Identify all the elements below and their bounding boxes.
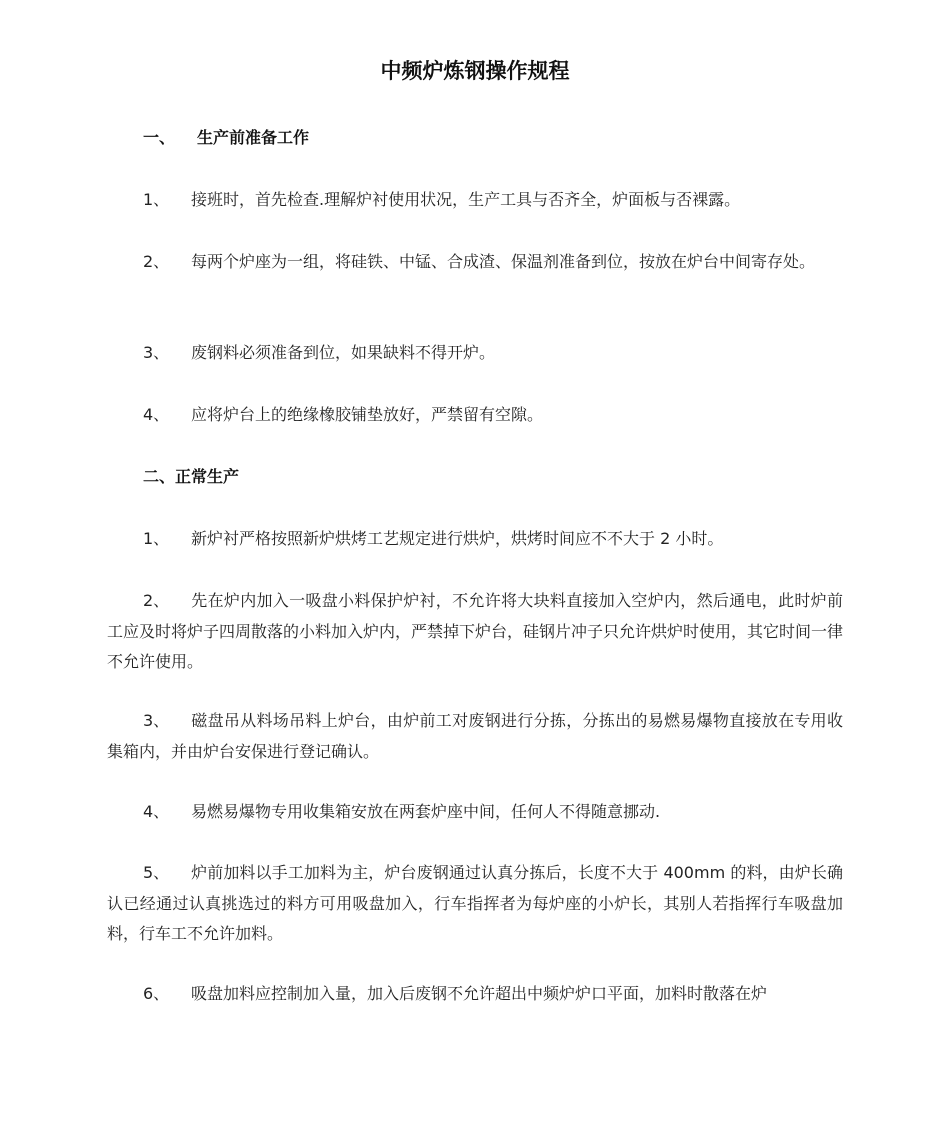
list-item (107, 858, 843, 950)
section-number: 一、 (143, 128, 176, 147)
item-text: 炉前加料以手工加料为主，炉台废钢通过认真分拣后，长度不大于 400mm 的料，由炉长确认已经通过认真挑选过的料方可用吸盘加入，行车指挥者为每炉座的小炉长，其别人若指挥行车吸盘加料，行车工不允许加料。 (107, 863, 843, 943)
list-item (107, 979, 843, 1010)
item-number: 2、 (143, 591, 170, 610)
list-item (107, 524, 843, 555)
item-number: 2、 (143, 252, 170, 271)
item-number: 3、 (143, 711, 170, 730)
list-item (107, 338, 843, 369)
section-heading-preparation (143, 123, 309, 153)
item-text: 吸盘加料应控制加入量，加入后废钢不允许超出中频炉炉口平面，加料时散落在炉 (191, 984, 768, 1003)
item-number: 5、 (143, 863, 170, 882)
item-text: 易燃易爆物专用收集箱安放在两套炉座中间，任何人不得随意挪动. (191, 802, 661, 821)
item-text: 废钢料必须准备到位，如果缺料不得开炉。 (191, 343, 496, 362)
item-number: 4、 (143, 802, 170, 821)
section-heading-production: 二、正常生产 (143, 467, 240, 486)
list-item (107, 400, 843, 431)
list-item (107, 247, 843, 278)
item-number: 1、 (143, 529, 170, 548)
item-text: 磁盘吊从料场吊料上炉台，由炉前工对废钢进行分拣，分拣出的易燃易爆物直接放在专用收集箱内，并由炉台安保进行登记确认。 (107, 711, 843, 761)
item-text: 先在炉内加入一吸盘小料保护炉衬，不允许将大块料直接加入空炉内，然后通电，此时炉前工应及时将炉子四周散落的小料加入炉内，严禁掉下炉台，硅钢片冲子只允许烘炉时使用，其它时间一律不允许使用。 (107, 591, 844, 671)
item-text: 每两个炉座为一组，将硅铁、中锰、合成渣、保温剂准备到位，按放在炉台中间寄存处。 (191, 252, 816, 271)
list-item (107, 586, 843, 678)
list-item (107, 797, 843, 828)
item-text: 应将炉台上的绝缘橡胶铺垫放好，严禁留有空隙。 (191, 405, 544, 424)
item-text: 新炉衬严格按照新炉烘烤工艺规定进行烘炉，烘烤时间应不不大于 2 小时。 (191, 529, 724, 548)
item-number: 4、 (143, 405, 170, 424)
document-title: 中频炉炼钢操作规程 (380, 59, 570, 83)
item-number: 1、 (143, 190, 170, 209)
section-title: 生产前准备工作 (197, 128, 310, 147)
item-number: 3、 (143, 343, 170, 362)
list-item (107, 706, 843, 767)
item-text: 接班时，首先检查.理解炉衬使用状况，生产工具与否齐全，炉面板与否裸露。 (191, 190, 741, 209)
list-item (107, 185, 843, 216)
item-number: 6、 (143, 984, 170, 1003)
